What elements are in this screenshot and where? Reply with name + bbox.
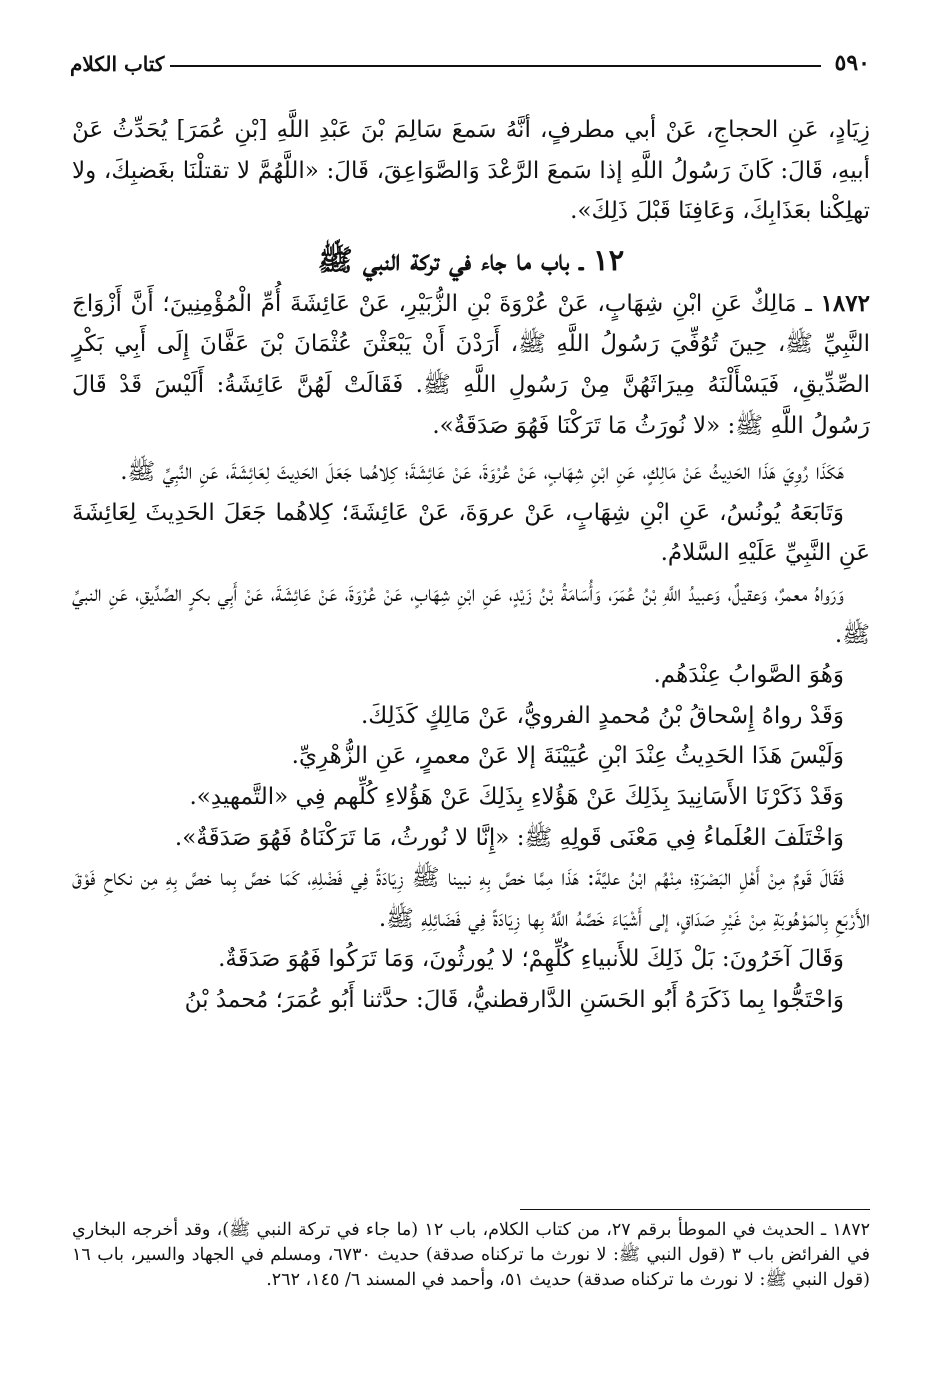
intro-paragraph: زِيَادٍ، عَنِ الحجاجِ، عَنْ أبي مطرفٍ، أنَّهُ سَمعَ سَالِمَ بْنَ عَبْدِ اللَّهِ [بْنِ عُمَرَ] يُحَدِّثُ عَنْ أبيهِ، قَالَ: كَانَ رَسُولُ اللَّهِ إذا سَمعَ الرَّعْدَ وَالصَّوَاعِقَ، قَالَ: «اللَّهُمَّ لا تقتلْنَا بغَضبِكَ، ولا تهلِكْنا بعَذَابِكَ، وَعَافِنَا قَبْلَ ذَلِكَ». <box>72 117 870 225</box>
commentary-paragraph: وَهُوَ الصَّوابُ عِنْدَهُم. <box>653 662 844 689</box>
hadith-text: ـ مَالِكٌ عَنِ ابْنِ شِهَابٍ، عَنْ عُرْوَةَ بْنِ الزُّبَيْرِ، عَنْ عَائِشَةَ أُمِّ الْمُؤْمِنِينَ؛ أَنَّ أَزْوَاجَ النَّبِيِّ ﷺ، حِينَ تُوُفِّيَ رَسُولُ اللَّهِ ﷺ، أَرَدْنَ أَنْ يَبْعَثْنَ عُثْمَانَ بْنَ عَفَّانَ إِلَى أَبِي بَكْرٍ الصِّدِّيقِ، فَيَسْأَلْنَهُ مِيرَاثَهُنَّ مِنْ رَسُولِ اللَّهِ ﷺ. فَقَالَتْ لَهُنَّ عَائِشَةُ: أَلَيْسَ قَدْ قَالَ رَسُولُ اللَّهِ ﷺ: «لا نُورَثُ مَا تَرَكْنَا فَهُوَ صَدَقَةٌ». <box>72 290 870 439</box>
hadith-paragraph <box>72 284 870 446</box>
footnote: ١٨٧٢ ـ الحديث في الموطأ برقم ٢٧، من كتاب الكلام، باب ١٢ (ما جاء في تركة النبي ﷺ)، وقد أخرجه البخاري في الفرائض باب ٣ (قول النبي ﷺ: لا نورث ما تركناه صدقة) حديث ٦٧٣٠، ومسلم في الجهاد والسير، باب ١٦ (قول النبي ﷺ: لا نورث ما تركناه صدقة) حديث ٥١، وأحمد في المسند ٦/ ١٤٥، ٢٦٢. <box>72 1220 871 1290</box>
book-title: كتاب الكلام <box>70 52 165 76</box>
footnote-rule <box>520 1209 870 1210</box>
commentary-paragraph: وَقَدْ رواهُ إِسْحاقُ بْنُ مُحمدٍ الفرويُّ، عَنْ مَالِكٍ كَذَلِكَ. <box>360 702 844 729</box>
commentary-paragraph: وَتَابَعَهُ يُونُسُ، عَنِ ابْنِ شِهَابٍ، عَنْ عروَةَ، عَنْ عَائِشَةَ؛ كِلاهُما جَعَلَ الحَدِيثَ لِعَائِشَةَ عَنِ النَّبِيِّ عَلَيْهِ السَّلامُ. <box>72 499 870 567</box>
hadith-number: ١٨٧٢ <box>820 289 870 317</box>
commentary-paragraph: وَرَواهُ معمرٌ، وَعقيلٌ، وَعبيدُ اللَّهِ بْنُ عُمَرَ، وَأُسَامَةُ بْنُ زَيْدٍ، عَنِ ابْنِ شِهَابٍ، عَنْ عُرْوَةَ، عَنْ عَائِشَةَ، عَنْ أَبِي بكرٍ الصِّدِّيقِ، عَنِ النبيِّ ﷺ. <box>72 580 870 648</box>
commentary-paragraph: وَقَدْ ذَكَرْنَا الأَسَانِيدَ بِذَلِكَ عَنْ هَؤُلاءِ بِذَلِكَ عَنْ هَؤُلاءِ كُلِّهم فِي «التَّمهيدِ». <box>189 783 844 810</box>
commentary-paragraph: وَقَالَ آخَرُونَ: بَلْ ذَلِكَ للأَنبياءِ كُلِّهِمْ؛ لا يُورثُونَ، وَمَا تَرَكُوا فَهُوَ صَدَقَةٌ. <box>218 946 844 973</box>
chapter-title: ١٢ ـ باب ما جاء في تركة النبي ﷺ <box>317 242 625 277</box>
page-number: ٥٩٠ <box>834 50 870 76</box>
commentary-paragraph: وَلَيْسَ هَذَا الحَدِيثُ عِنْدَ ابْنِ عُيَيْنَةَ إلا عَنْ معمرٍ، عَنِ الزُّهْرِيِّ. <box>291 743 844 770</box>
header-rule <box>170 65 820 67</box>
commentary-paragraph: هَكَذَا رُوِيَ هَذَا الحَدِيثُ عَنْ مَالِكٍ، عَنِ ابْنِ شِهَابٍ، عَنْ عُرْوَةَ، عَنْ عَائِشَةَ؛ كِلاهُما جَعَلَ الحَدِيثَ لِعَائِشَةَ، عَنِ النَّبِيِّ ﷺ. <box>120 459 844 486</box>
commentary-paragraph: وَاخْتَلَفَ العُلَماءُ فِي مَعْنَى قَولِهِ ﷺ: «إِنَّا لا نُورثُ، مَا تَرَكْنَاهُ فَهُوَ صَدَقَةٌ». <box>174 824 844 851</box>
page-header <box>70 42 870 76</box>
commentary-paragraph: فَقَالَ قَومٌ مِنْ أَهْلِ البَصْرَةِ؛ مِنْهُم ابْنُ عليَّةَ: هَذَا مِمَّا خصَّ بِهِ نبينا ﷺ زِيَادَةً فِي فَضْلِهِ، كَمَا خصَّ بِما خصَّ بِهِ مِن نكاحِ فَوْقَ الأَرْبَعِ بِالمَوْهُوبَةِ مِنْ غَيْرِ صَدَاقٍ، إلى أَشْيَاءَ خَصَّهُ اللَّهُ بِها زِيَادَةً فِي فَضَائِلِهِ ﷺ. <box>72 865 870 932</box>
main-text <box>72 110 870 1020</box>
commentary-paragraph: وَاحْتَجُّوا بِما ذَكَرَهُ أَبُو الحَسَنِ الدَّارقطنيُّ، قَالَ: حدَّثنا أَبُو عُمَرَ؛ مُحمدُ بْنُ <box>184 986 844 1013</box>
